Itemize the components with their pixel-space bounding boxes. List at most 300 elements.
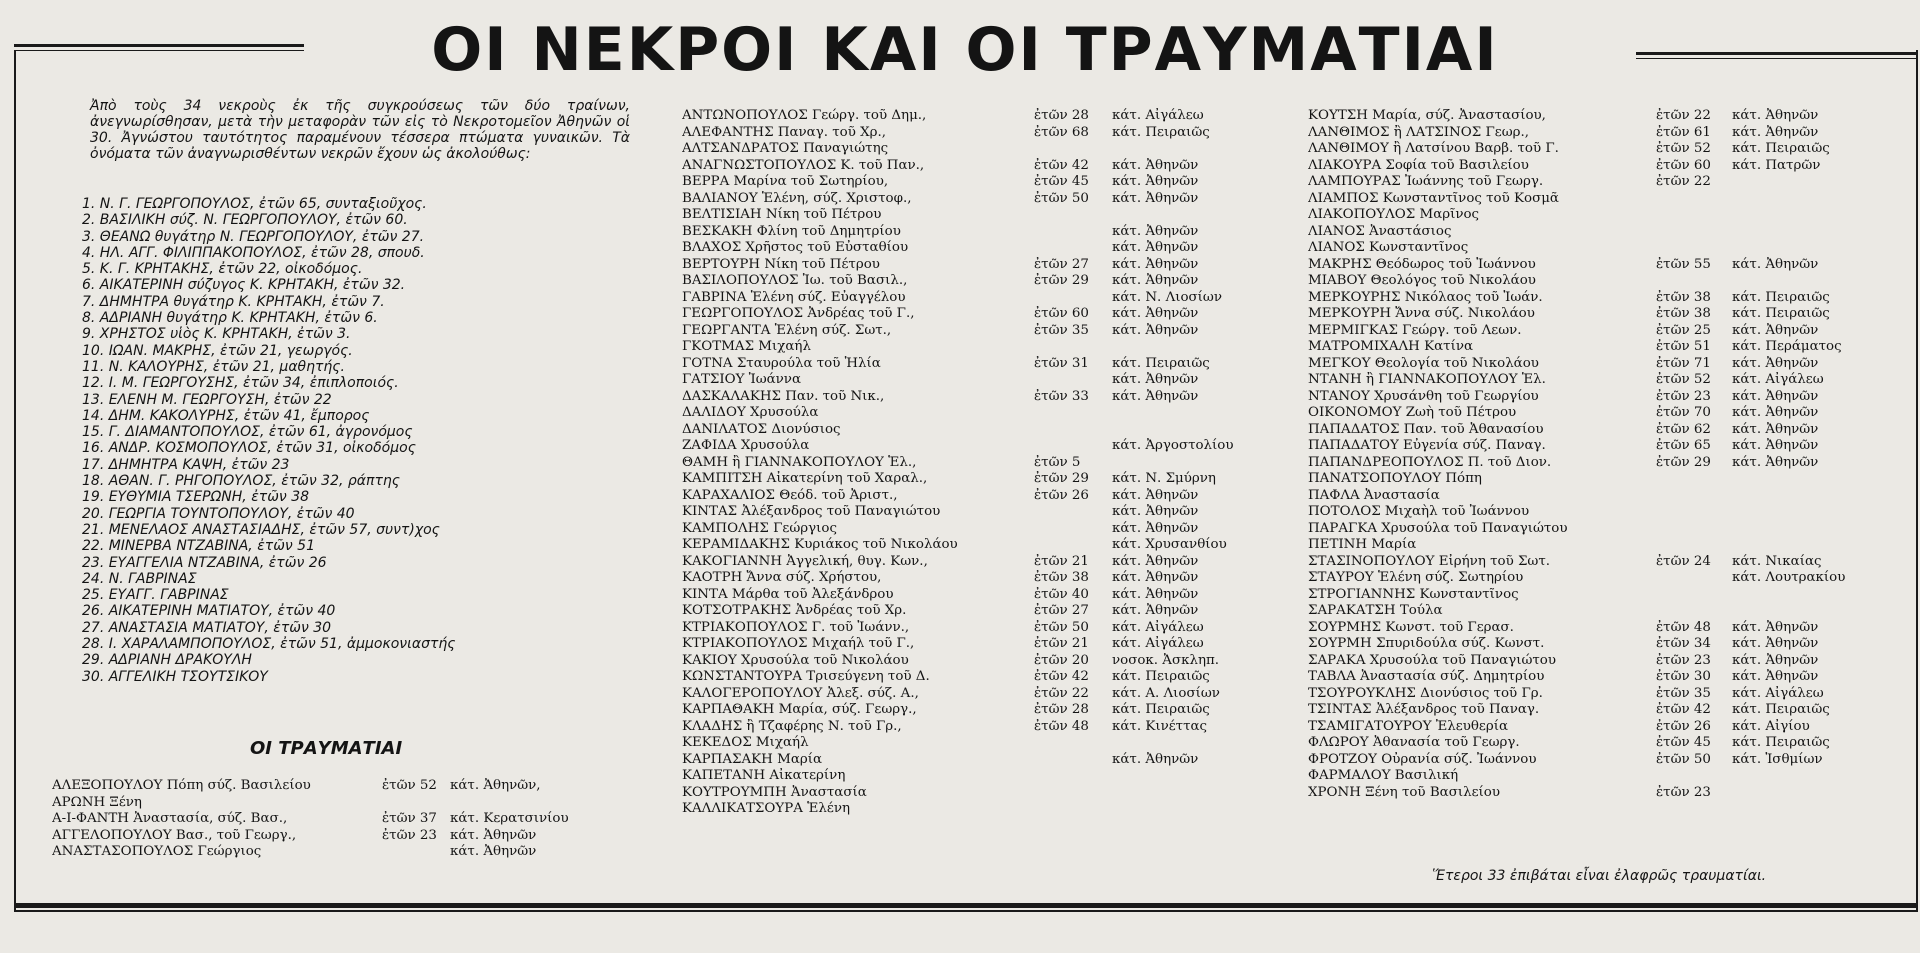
injured-list-item xyxy=(1308,224,1908,241)
injured-list-item xyxy=(682,158,1272,175)
injured-location: κάτ. Ἀθηνῶν xyxy=(1112,751,1199,767)
injured-location: κάτ. Πειραιῶς xyxy=(1112,355,1210,371)
injured-location: κάτ. Ἀθηνῶν xyxy=(1112,504,1199,519)
injured-name: ΣΟΥΡΜΗΣ Κωνστ. τοῦ Γερασ. xyxy=(1308,619,1514,635)
injured-list-item xyxy=(1308,207,1908,224)
death-list-item: 12. Ι. Μ. ΓΕΩΡΓΟΥΣΗΣ, ἐτῶν 34, ἐπιπλοποιός. xyxy=(82,375,399,392)
injured-name: ΔΑΣΚΑΛΑΚΗΣ Παν. τοῦ Νικ., xyxy=(682,388,885,404)
injured-age: ἐτῶν 65 xyxy=(1656,438,1711,453)
injured-list-item xyxy=(682,603,1272,620)
injured-name: ΒΕΡΤΟΥΡΗ Νίκη τοῦ Πέτρου xyxy=(682,256,880,272)
injured-location: κάτ. Πειραιῶς xyxy=(1732,702,1830,717)
injured-age: ἐτῶν 71 xyxy=(1656,355,1711,371)
injured-name: ΚΑΚΟΓΙΑΝΝΗ Ἀγγελική, θυγ. Κων., xyxy=(682,553,928,569)
injured-age: ἐτῶν 60 xyxy=(1034,306,1089,321)
injured-name: ΖΑΦΙΔΑ Χρυσούλα xyxy=(682,438,810,453)
injured-name: ΚΛΑΔΗΣ ἢ Τζαφέρης Ν. τοῦ Γρ., xyxy=(682,718,902,734)
injured-name: ΑΛΤΣΑΝΔΡΑΤΟΣ Παναγιώτης xyxy=(682,141,889,156)
injured-age: ἐτῶν 45 xyxy=(1034,174,1089,189)
injured-location: κάτ. Αἰγάλεω xyxy=(1112,636,1204,651)
death-list-item: 28. Ι. ΧΑΡΑΛΑΜΠΟΠΟΥΛΟΣ, ἐτῶν 51, ἀμμοκονιαστής xyxy=(82,636,456,653)
injured-list-col1 xyxy=(52,778,652,861)
injured-list-item xyxy=(1308,620,1908,637)
injured-name: ΚΕΡΑΜΙΔΑΚΗΣ Κυριάκος τοῦ Νικολάου xyxy=(682,537,958,552)
injured-name: ΣΑΡΑΚΑΤΣΗ Τούλα xyxy=(1308,603,1443,618)
injured-list-item xyxy=(52,828,652,845)
injured-list-item xyxy=(1308,686,1908,703)
injured-name: ΓΟΤΝΑ Σταυρούλα τοῦ Ἠλία xyxy=(682,355,881,371)
injured-name: ΚΕΚΕΔΟΣ Μιχαήλ xyxy=(682,735,809,750)
injured-location: κάτ. Ἀθηνῶν xyxy=(1112,586,1199,602)
injured-name: ΠΕΤΙΝΗ Μαρία xyxy=(1308,537,1417,552)
injured-name: ΒΑΛΙΑΝΟΥ Ἑλένη, σύζ. Χριστοφ., xyxy=(682,190,912,206)
injured-list-item xyxy=(1308,570,1908,587)
injured-list-item xyxy=(682,207,1272,224)
injured-name: ΚΑΡΑΧΑΛΙΟΣ Θεόδ. τοῦ Ἀριστ., xyxy=(682,487,898,503)
injured-list-item xyxy=(682,785,1272,802)
injured-list-item xyxy=(682,752,1272,769)
injured-age: ἐτῶν 38 xyxy=(1034,570,1089,585)
injured-list-item xyxy=(1308,191,1908,208)
injured-name: ΛΙΑΝΟΣ Κωνσταντῖνος xyxy=(1308,240,1469,255)
injured-name: ΣΑΡΑΚΑ Χρυσούλα τοῦ Παναγιώτου xyxy=(1308,652,1556,668)
injured-list-item xyxy=(1308,702,1908,719)
injured-list-item xyxy=(682,719,1272,736)
injured-name: ΛΑΜΠΟΥΡΑΣ Ἰωάννης τοῦ Γεωργ. xyxy=(1308,174,1544,189)
injured-location: κάτ. Πειραιῶς xyxy=(1732,289,1830,305)
injured-name: ΜΑΤΡΟΜΙΧΑΛΗ Κατίνα xyxy=(1308,339,1473,354)
injured-list-item xyxy=(1308,372,1908,389)
injured-name: ΚΟΥΤΡΟΥΜΠΗ Ἀναστασία xyxy=(682,784,867,800)
injured-list-item xyxy=(682,372,1272,389)
injured-age: ἐτῶν 27 xyxy=(1034,256,1089,272)
injured-list-item xyxy=(1308,290,1908,307)
injured-age: ἐτῶν 42 xyxy=(1034,157,1089,173)
injured-name: ΛΑΝΘΙΜΟΥ ἢ Λατσίνου Βαρβ. τοῦ Γ. xyxy=(1308,141,1559,156)
injured-name: ΚΩΝΣΤΑΝΤΟΥΡΑ Τρισεύγενη τοῦ Δ. xyxy=(682,669,930,684)
injured-name: ΣΤΡΟΓΙΑΝΝΗΣ Κωνσταντῖνος xyxy=(1308,586,1519,602)
injured-name: ΜΙΑΒΟΥ Θεολόγος τοῦ Νικολάου xyxy=(1308,273,1536,288)
injured-list-item xyxy=(1308,455,1908,472)
injured-name: ΓΚΟΤΜΑΣ Μιχαήλ xyxy=(682,339,811,354)
injured-location: κάτ. Ἀθηνῶν xyxy=(1112,190,1199,206)
injured-list-item xyxy=(1308,108,1908,125)
injured-location: κάτ. Ἀθηνῶν xyxy=(1732,619,1819,635)
injured-list-item xyxy=(682,702,1272,719)
injured-location: κάτ. Αἰγάλεω xyxy=(1732,685,1824,701)
injured-list-item xyxy=(1308,768,1908,785)
injured-age: ἐτῶν 61 xyxy=(1656,124,1711,140)
injured-location: κάτ. Ἀθηνῶν xyxy=(1732,108,1819,123)
injured-list-item xyxy=(682,125,1272,142)
injured-location: κάτ. Πειραιῶς xyxy=(1112,702,1210,717)
injured-name: ΤΣΟΥΡΟΥΚΛΗΣ Διονύσιος τοῦ Γρ. xyxy=(1308,685,1543,701)
injured-name: ΚΑΜΠΙΤΣΗ Αἰκατερίνη τοῦ Χαραλ., xyxy=(682,471,928,486)
injured-location: κάτ. Ἀθηνῶν xyxy=(1732,438,1819,453)
injured-list-col3 xyxy=(1308,108,1908,801)
injured-location: κάτ. Πειραιῶς xyxy=(1112,124,1210,140)
injured-name: ΤΣΑΜΙΓΑΤΟΥΡΟΥ Ἐλευθερία xyxy=(1308,718,1509,734)
intro-paragraph: Ἀπὸ τοὺς 34 νεκροὺς ἐκ τῆς συγκρούσεως τῶν δύο τραίνων, ἀνεγνωρίσθησαν, μετὰ τὴν μεταφορὰν τῶν εἰς τὸ Νεκροτομεῖον Ἀθηνῶν οἱ 30. Ἀγνώστου ταυτότητος παραμένουν τέσσερα πτώματα γυναικῶν. Τὰ ὀνόματα τῶν ἀναγνωρισθέντων νεκρῶν ἔχουν ὡς ἀκολούθως: xyxy=(90,98,630,162)
injured-name: ΑΝΑΓΝΩΣΤΟΠΟΥΛΟΣ Κ. τοῦ Παν., xyxy=(682,157,925,173)
injured-list-item xyxy=(682,389,1272,406)
injured-list-item xyxy=(1308,471,1908,488)
injured-list-item xyxy=(682,240,1272,257)
injured-location: κάτ. Α. Λιοσίων xyxy=(1112,685,1220,701)
injured-list-item xyxy=(1308,405,1908,422)
injured-list-item xyxy=(682,405,1272,422)
injured-list-item xyxy=(1308,719,1908,736)
injured-location: κάτ. Ἀθηνῶν xyxy=(1732,124,1819,140)
injured-location: κάτ. Πειραιῶς xyxy=(1732,735,1830,750)
injured-age: ἐτῶν 51 xyxy=(1656,339,1711,354)
injured-list-item xyxy=(1308,636,1908,653)
injured-age: ἐτῶν 48 xyxy=(1656,619,1711,635)
injured-list-item xyxy=(1308,306,1908,323)
injured-list-item xyxy=(682,174,1272,191)
death-list-item: 18. ΑΘΑΝ. Γ. ΡΗΓΟΠΟΥΛΟΣ, ἐτῶν 32, ράπτης xyxy=(82,473,400,490)
death-list-item: 9. ΧΡΗΣΤΟΣ υἱὸς Κ. ΚΡΗΤΑΚΗ, ἐτῶν 3. xyxy=(82,326,351,343)
injured-location: κάτ. Ἀθηνῶν xyxy=(1112,174,1199,189)
injured-location: κάτ. Ἀθηνῶν xyxy=(1112,157,1199,173)
death-list-item: 23. ΕΥΑΓΓΕΛΙΑ ΝΤΖΑΒΙΝΑ, ἐτῶν 26 xyxy=(82,554,327,571)
injured-location: κάτ. Ἀθηνῶν xyxy=(1732,355,1819,371)
injured-age: ἐτῶν 60 xyxy=(1656,157,1711,173)
injured-location: κάτ. Ἀθηνῶν xyxy=(1732,652,1819,668)
injured-list-item xyxy=(1308,141,1908,158)
injured-name: ΚΟΤΣΟΤΡΑΚΗΣ Ἀνδρέας τοῦ Χρ. xyxy=(682,603,907,618)
injured-name: Α-Ι-ΦΑΝΤΗ Ἀναστασία, σύζ. Βασ., xyxy=(52,811,288,826)
injured-location: κάτ. Αἰγάλεω xyxy=(1112,619,1204,635)
injured-list-item xyxy=(1308,735,1908,752)
death-list-item: 15. Γ. ΔΙΑΜΑΝΤΟΠΟΥΛΟΣ, ἐτῶν 61, ἀγρονόμος xyxy=(82,424,413,441)
injured-age: ἐτῶν 29 xyxy=(1034,273,1089,288)
injured-list-item xyxy=(682,422,1272,439)
injured-age: ἐτῶν 38 xyxy=(1656,306,1711,321)
injured-location: κάτ. Κερατσινίου xyxy=(450,811,569,826)
injured-list-item xyxy=(1308,537,1908,554)
injured-location: κάτ. Κινέττας xyxy=(1112,718,1208,734)
injured-list-item xyxy=(1308,669,1908,686)
injured-age: ἐτῶν 35 xyxy=(1656,685,1711,701)
injured-name: ΚΑΡΠΑΣΑΚΗ Μαρία xyxy=(682,751,823,767)
injured-location: κάτ. Ἀθηνῶν xyxy=(1112,372,1199,387)
injured-list-item xyxy=(682,504,1272,521)
injured-list-item xyxy=(1308,422,1908,439)
injured-location: κάτ. Ἀθηνῶν xyxy=(1112,570,1199,585)
injured-age: ἐτῶν 29 xyxy=(1034,471,1089,486)
injured-name: ΠΑΝΑΤΣΟΠΟΥΛΟΥ Πόπη xyxy=(1308,471,1482,486)
injured-name: ΑΛΕΞΟΠΟΥΛΟΥ Πόπη σύζ. Βασιλείου xyxy=(52,778,311,793)
injured-age: ἐτῶν 50 xyxy=(1656,751,1711,767)
injured-location: κάτ. Ἀργοστολίου xyxy=(1112,438,1234,453)
death-list-item: 11. Ν. ΚΑΛΟΥΡΗΣ, ἐτῶν 21, μαθητής. xyxy=(82,358,345,375)
death-list-item: 4. ΗΛ. ΑΓΓ. ΦΙΛΙΠΠΑΚΟΠΟΥΛΟΣ, ἐτῶν 28, σπουδ. xyxy=(82,244,425,261)
injured-name: ΒΛΑΧΟΣ Χρῆστος τοῦ Εὐσταθίου xyxy=(682,240,909,255)
injured-age: ἐτῶν 30 xyxy=(1656,669,1711,684)
injured-list-item xyxy=(52,778,652,795)
injured-name: ΛΙΑΝΟΣ Ἀναστάσιος xyxy=(1308,223,1452,239)
headline-rule-left xyxy=(14,44,304,47)
injured-name: ΘΑΜΗ ἢ ΓΙΑΝΝΑΚΟΠΟΥΛΟΥ Ἑλ., xyxy=(682,454,917,470)
injured-location: κάτ. Ἀθηνῶν xyxy=(1112,388,1199,404)
injured-name: ΑΓΓΕΛΟΠΟΥΛΟΥ Βασ., τοῦ Γεωργ., xyxy=(52,827,297,843)
injured-age: ἐτῶν 38 xyxy=(1656,289,1711,305)
death-list-item: 1. Ν. Γ. ΓΕΩΡΓΟΠΟΥΛΟΣ, ἐτῶν 65, συνταξιοῦχος. xyxy=(82,196,427,212)
injured-name: ΓΕΩΡΓΟΠΟΥΛΟΣ Ἀνδρέας τοῦ Γ., xyxy=(682,306,915,321)
injured-age: ἐτῶν 35 xyxy=(1034,322,1089,338)
injured-name: ΒΕΛΤΙΣΙΑΗ Νίκη τοῦ Πέτρου xyxy=(682,207,882,222)
death-list-item: 24. Ν. ΓΑΒΡΙΝΑΣ xyxy=(82,570,197,587)
injured-name: ΚΤΡΙΑΚΟΠΟΥΛΟΣ Γ. τοῦ Ἰωάνν., xyxy=(682,619,910,635)
injured-name: ΜΕΡΚΟΥΡΗΣ Νικόλαος τοῦ Ἰωάν. xyxy=(1308,289,1543,305)
injured-list-item xyxy=(1308,240,1908,257)
death-list-item: 14. ΔΗΜ. ΚΑΚΟΛΥΡΗΣ, ἐτῶν 41, ἔμπορος xyxy=(82,407,370,424)
injured-name: ΛΙΑΚΟΠΟΥΛΟΣ Μαρῖνος xyxy=(1308,207,1480,222)
injured-list-item xyxy=(1308,521,1908,538)
injured-name: ΚΟΥΤΣΗ Μαρία, σύζ. Ἀναστασίου, xyxy=(1308,108,1546,123)
injured-location: κάτ. Αἰγάλεω xyxy=(1112,108,1204,123)
injured-location: κάτ. Πειραιῶς xyxy=(1732,141,1830,156)
injured-list-item xyxy=(1308,603,1908,620)
injured-list-item xyxy=(1308,554,1908,571)
injured-list-item xyxy=(1308,339,1908,356)
injured-name: ΧΡΟΝΗ Ξένη τοῦ Βασιλείου xyxy=(1308,784,1500,800)
injured-name: ΚΑΠΕΤΑΝΗ Αἰκατερίνη xyxy=(682,768,846,783)
injured-location: κάτ. Ἀθηνῶν xyxy=(450,844,537,859)
injured-name: ΛΙΑΜΠΟΣ Κωνσταντῖνος τοῦ Κοσμᾶ xyxy=(1308,190,1559,206)
injured-list-item xyxy=(52,795,652,812)
injured-location: κάτ. Πειραιῶς xyxy=(1112,669,1210,684)
injured-list-item xyxy=(682,587,1272,604)
death-list-item: 17. ΔΗΜΗΤΡΑ ΚΑΨΗ, ἐτῶν 23 xyxy=(82,456,290,473)
injured-list-item xyxy=(1308,158,1908,175)
injured-name: ΠΑΦΛΑ Ἀναστασία xyxy=(1308,487,1440,503)
injured-name: ΓΑΒΡΙΝΑ Ἑλένη σύζ. Εὐαγγέλου xyxy=(682,289,906,305)
injured-age: ἐτῶν 27 xyxy=(1034,603,1089,618)
death-list-item: 20. ΓΕΩΡΓΙΑ ΤΟΥΝΤΟΠΟΥΛΟΥ, ἐτῶν 40 xyxy=(82,505,355,522)
deaths-list xyxy=(82,196,642,685)
injured-age: ἐτῶν 23 xyxy=(1656,784,1711,800)
injured-list-item xyxy=(682,488,1272,505)
injured-age: ἐτῶν 68 xyxy=(1034,124,1089,140)
injured-age: ἐτῶν 21 xyxy=(1034,553,1089,569)
injured-name: ΚΑΡΠΑΘΑΚΗ Μαρία, σύζ. Γεωργ., xyxy=(682,702,917,717)
injured-name: ΑΡΩΝΗ Ξένη xyxy=(52,794,142,810)
injured-location: κάτ. Ἀθηνῶν xyxy=(1732,669,1819,684)
injured-list-item xyxy=(1308,323,1908,340)
injured-name: ΤΑΒΛΑ Ἀναστασία σύζ. Δημητρίου xyxy=(1308,669,1545,684)
injured-age: ἐτῶν 52 xyxy=(382,778,437,793)
injured-location: κάτ. Ἰσθμίων xyxy=(1732,751,1823,767)
injured-list-item xyxy=(682,224,1272,241)
injured-age: ἐτῶν 28 xyxy=(1034,108,1089,123)
injured-list-item xyxy=(1308,752,1908,769)
injured-name: ΚΑΛΟΓΕΡΟΠΟΥΛΟΥ Ἀλεξ. σύζ. Α., xyxy=(682,685,919,701)
death-list-item: 2. ΒΑΣΙΛΙΚΗ σύζ. Ν. ΓΕΩΡΓΟΠΟΥΛΟΥ, ἐτῶν 60. xyxy=(82,212,408,229)
injured-name: ΚΑΜΠΟΛΗΣ Γεώργιος xyxy=(682,520,837,536)
injured-name: ΣΤΑΥΡΟΥ Ἑλένη σύζ. Σωτηρίου xyxy=(1308,570,1524,585)
injured-location: κάτ. Ἀθηνῶν xyxy=(1112,322,1199,338)
injured-name: ΣΤΑΣΙΝΟΠΟΥΛΟΥ Εἰρήνη τοῦ Σωτ. xyxy=(1308,553,1551,569)
injured-location: κάτ. Ν. Λιοσίων xyxy=(1112,289,1222,305)
injured-location: κάτ. Ἀθηνῶν xyxy=(1112,603,1199,618)
death-list-item: 10. ΙΩΑΝ. ΜΑΚΡΗΣ, ἐτῶν 21, γεωργός. xyxy=(82,342,353,359)
injured-location: κάτ. Ἀθηνῶν xyxy=(1112,223,1199,239)
injured-location: κάτ. Ἀθηνῶν xyxy=(450,827,537,843)
injured-list-item xyxy=(682,620,1272,637)
injured-list-item xyxy=(682,537,1272,554)
injured-location: κάτ. Ἀθηνῶν xyxy=(1732,421,1819,437)
injured-list-item xyxy=(682,801,1272,818)
injured-age: ἐτῶν 42 xyxy=(1656,702,1711,717)
injured-location: κάτ. Πατρῶν xyxy=(1732,157,1821,173)
injured-list-item xyxy=(682,455,1272,472)
injured-age: ἐτῶν 31 xyxy=(1034,355,1089,371)
injured-name: ΚΑΛΛΙΚΑΤΣΟΥΡΑ Ἑλένη xyxy=(682,801,850,816)
injured-location: κάτ. Ἀθηνῶν xyxy=(1732,256,1819,272)
footnote: Ἕτεροι 33 ἐπιβάται εἶναι ἐλαφρῶς τραυματίαι. xyxy=(1432,868,1767,884)
injured-list-item xyxy=(682,356,1272,373)
injured-location: κάτ. Ἀθηνῶν xyxy=(1732,636,1819,651)
death-list-item: 5. Κ. Γ. ΚΡΗΤΑΚΗΣ, ἐτῶν 22, οἰκοδόμος. xyxy=(82,261,363,278)
injured-age: ἐτῶν 45 xyxy=(1656,735,1711,750)
injured-location: κάτ. Ἀθηνῶν xyxy=(1732,454,1819,470)
injured-age: ἐτῶν 42 xyxy=(1034,669,1089,684)
injured-name: ΚΑΟΤΡΗ Ἄννα σύζ. Χρήστου, xyxy=(682,570,882,585)
injured-age: ἐτῶν 22 xyxy=(1034,685,1089,701)
injured-list-item xyxy=(1308,504,1908,521)
injured-list-item xyxy=(682,191,1272,208)
injured-location: κάτ. Αἰγάλεω xyxy=(1732,372,1824,387)
injured-list-item xyxy=(1308,125,1908,142)
injured-list-item xyxy=(1308,438,1908,455)
injured-list-item xyxy=(682,339,1272,356)
injured-name: ΒΕΡΡΑ Μαρίνα τοῦ Σωτηρίου, xyxy=(682,174,889,189)
injured-age: ἐτῶν 22 xyxy=(1656,174,1711,189)
injured-name: ΔΑΝΙΛΑΤΟΣ Διονύσιος xyxy=(682,421,841,437)
injured-age: ἐτῶν 5 xyxy=(1034,454,1081,470)
injured-name: ΝΤΑΝΗ ἢ ΓΙΑΝΝΑΚΟΠΟΥΛΟΥ Ἑλ. xyxy=(1308,372,1546,387)
death-list-item: 13. ΕΛΕΝΗ Μ. ΓΕΩΡΓΟΥΣΗ, ἐτῶν 22 xyxy=(82,391,332,408)
death-list-item: 27. ΑΝΑΣΤΑΣΙΑ ΜΑΤΙΑΤΟΥ, ἐτῶν 30 xyxy=(82,619,332,636)
injured-name: ΣΟΥΡΜΗ Σπυριδούλα σύζ. Κωνστ. xyxy=(1308,636,1545,651)
injured-name: ΑΝΤΩΝΟΠΟΥΛΟΣ Γεώργ. τοῦ Δημ., xyxy=(682,108,927,123)
injured-age: ἐτῶν 34 xyxy=(1656,636,1711,651)
injured-name: ΓΑΤΣΙΟΥ Ἰωάννα xyxy=(682,372,801,387)
injured-name: ΜΕΓΚΟΥ Θεολογία τοῦ Νικολάου xyxy=(1308,355,1539,371)
injured-location: κάτ. Ἀθηνῶν xyxy=(1732,405,1819,420)
injured-list-item xyxy=(682,735,1272,752)
injured-list-item xyxy=(682,290,1272,307)
injured-location: κάτ. Ἀθηνῶν xyxy=(1732,322,1819,338)
injured-age: ἐτῶν 25 xyxy=(1656,322,1711,338)
death-list-item: 16. ΑΝΔΡ. ΚΟΣΜΟΠΟΥΛΟΣ, ἐτῶν 31, οἰκοδόμος xyxy=(82,440,416,457)
injured-age: ἐτῶν 40 xyxy=(1034,586,1089,602)
injured-age: ἐτῶν 23 xyxy=(1656,652,1711,668)
injured-age: ἐτῶν 23 xyxy=(382,827,437,843)
injured-age: ἐτῶν 26 xyxy=(1034,487,1089,503)
death-list-item: 30. ΑΓΓΕΛΙΚΗ ΤΣΟΥΤΣΙΚΟΥ xyxy=(82,668,268,685)
injured-name: ΜΕΡΜΙΓΚΑΣ Γεώργ. τοῦ Λεων. xyxy=(1308,322,1522,338)
injured-name: ΛΙΑΚΟΥΡΑ Σοφία τοῦ Βασιλείου xyxy=(1308,157,1529,173)
death-list-item: 29. ΑΔΡΙΑΝΗ ΔΡΑΚΟΥΛΗ xyxy=(82,652,252,669)
injured-list-item xyxy=(1308,488,1908,505)
injured-list-item xyxy=(1308,587,1908,604)
injured-age: ἐτῶν 48 xyxy=(1034,718,1089,734)
injured-list-item xyxy=(682,636,1272,653)
injured-name: ΠΟΤΟΛΟΣ Μιχαὴλ τοῦ Ἰωάννου xyxy=(1308,504,1530,519)
injured-location: κάτ. Ν. Σμύρνη xyxy=(1112,471,1216,486)
injured-list-col2 xyxy=(682,108,1272,818)
injured-list-item xyxy=(52,844,652,861)
injured-list-item xyxy=(682,653,1272,670)
injured-list-item xyxy=(682,273,1272,290)
injured-age: ἐτῶν 28 xyxy=(1034,702,1089,717)
injured-name: ΓΕΩΡΓΑΝΤΑ Ἑλένη σύζ. Σωτ., xyxy=(682,322,892,338)
injured-list-item xyxy=(682,323,1272,340)
injured-list-item xyxy=(682,257,1272,274)
injured-list-item xyxy=(682,438,1272,455)
injured-name: ΑΝΑΣΤΑΣΟΠΟΥΛΟΣ Γεώργιος xyxy=(52,844,262,859)
injured-age: ἐτῶν 26 xyxy=(1656,718,1711,734)
injured-location: κάτ. Ἀθηνῶν xyxy=(1112,240,1199,255)
injured-name: ΤΣΙΝΤΑΣ Ἀλέξανδρος τοῦ Παναγ. xyxy=(1308,702,1540,717)
injured-name: ΠΑΠΑΔΑΤΟΥ Εὐγενία σύζ. Παναγ. xyxy=(1308,438,1546,453)
death-list-item: 3. ΘΕΑΝΩ θυγάτηρ Ν. ΓΕΩΡΓΟΠΟΥΛΟΥ, ἐτῶν 27. xyxy=(82,228,425,245)
injured-age: ἐτῶν 21 xyxy=(1034,636,1089,651)
injured-age: ἐτῶν 50 xyxy=(1034,619,1089,635)
death-list-item: 8. ΑΔΡΙΑΝΗ θυγάτηρ Κ. ΚΡΗΤΑΚΗ, ἐτῶν 6. xyxy=(82,310,378,327)
death-list-item: 7. ΔΗΜΗΤΡΑ θυγάτηρ Κ. ΚΡΗΤΑΚΗ, ἐτῶν 7. xyxy=(82,293,385,310)
injured-location: κάτ. Ἀθηνῶν xyxy=(1732,388,1819,404)
injured-age: ἐτῶν 55 xyxy=(1656,256,1711,272)
injured-list-item xyxy=(1308,653,1908,670)
injured-age: ἐτῶν 23 xyxy=(1656,388,1711,404)
headline: ΟΙ ΝΕΚΡΟΙ ΚΑΙ ΟΙ ΤΡΑΥΜΑΤΙΑΙ xyxy=(431,15,1499,85)
injured-list-item xyxy=(682,768,1272,785)
injured-age: ἐτῶν 52 xyxy=(1656,372,1711,387)
injured-location: κάτ. Χρυσανθίου xyxy=(1112,537,1227,552)
injured-name: ΚΤΡΙΑΚΟΠΟΥΛΟΣ Μιχαήλ τοῦ Γ., xyxy=(682,636,915,651)
injured-list-item xyxy=(682,686,1272,703)
injured-name: ΚΙΝΤΑΣ Ἀλέξανδρος τοῦ Παναγιώτου xyxy=(682,504,941,519)
injured-list-item xyxy=(1308,356,1908,373)
injured-list-item xyxy=(682,669,1272,686)
injured-name: ΜΑΚΡΗΣ Θεόδωρος τοῦ Ἰωάννου xyxy=(1308,256,1536,272)
injured-list-item xyxy=(682,554,1272,571)
injured-name: ΚΑΚΙΟΥ Χρυσούλα τοῦ Νικολάου xyxy=(682,652,909,668)
injured-name: ΟΙΚΟΝΟΜΟΥ Ζωὴ τοῦ Πέτρου xyxy=(1308,405,1517,420)
injured-list-item xyxy=(682,108,1272,125)
injured-age: ἐτῶν 52 xyxy=(1656,141,1711,156)
injured-name: ΑΛΕΦΑΝΤΗΣ Παναγ. τοῦ Χρ., xyxy=(682,124,887,140)
injured-age: ἐτῶν 37 xyxy=(382,811,437,826)
injured-location: κάτ. Ἀθηνῶν xyxy=(1112,553,1199,569)
injured-location: κάτ. Αἰγίου xyxy=(1732,718,1810,734)
injured-name: ΦΑΡΜΑΛΟΥ Βασιλική xyxy=(1308,768,1459,783)
injured-name: ΚΙΝΤΑ Μάρθα τοῦ Ἀλεξάνδρου xyxy=(682,586,894,602)
injured-location: νοσοκ. Ἀσκληπ. xyxy=(1112,652,1220,668)
injured-age: ἐτῶν 20 xyxy=(1034,652,1089,668)
injured-age: ἐτῶν 29 xyxy=(1656,454,1711,470)
injured-name: ΒΑΣΙΛΟΠΟΥΛΟΣ Ἰω. τοῦ Βασιλ., xyxy=(682,273,908,288)
injured-list-item xyxy=(682,306,1272,323)
injured-name: ΝΤΑΝΟΥ Χρυσάνθη τοῦ Γεωργίου xyxy=(1308,388,1539,404)
injured-name: ΜΕΡΚΟΥΡΗ Ἄννα σύζ. Νικολάου xyxy=(1308,306,1535,321)
injured-list-item xyxy=(1308,174,1908,191)
injured-location: κάτ. Περάματος xyxy=(1732,339,1842,354)
